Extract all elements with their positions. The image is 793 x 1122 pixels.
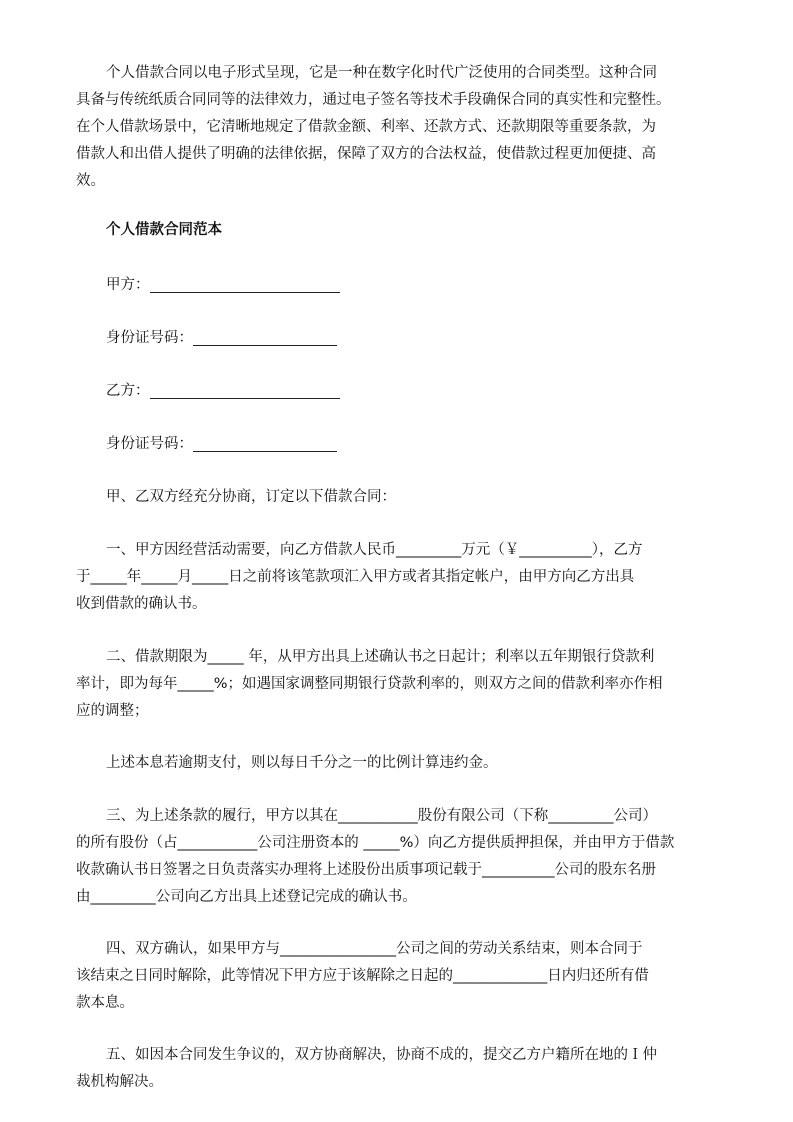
contract-title: 个人借款合同范本 bbox=[106, 222, 222, 238]
party-b-label: 乙方： bbox=[106, 383, 150, 399]
clause-3 bbox=[76, 803, 732, 911]
intro-line: 效。 bbox=[76, 173, 105, 189]
id-a-label: 身份证号码： bbox=[106, 330, 193, 346]
clause-1 bbox=[76, 537, 732, 618]
preamble-paragraph bbox=[76, 484, 732, 511]
id-b-label: 身份证号码： bbox=[106, 436, 193, 452]
clause-2 bbox=[76, 644, 732, 725]
clause-line: 三、为上述条款的履行，甲方以其在___________股份有限公司（下称_________公司） bbox=[106, 808, 657, 824]
clause-line: 该结束之日同时解除，此等情况下甲方应于该解除之日起的_____________日内归还所有借 bbox=[76, 968, 649, 984]
clause-line: 款本息。 bbox=[76, 995, 134, 1011]
intro-line: 在个人借款场景中，它清晰地规定了借款金额、利率、还款方式、还款期限等重要条款，为 bbox=[76, 119, 656, 135]
intro-line: 个人借款合同以电子形式呈现，它是一种在数字化时代广泛使用的合同类型。这种合同 bbox=[106, 65, 657, 81]
intro-paragraph bbox=[76, 60, 732, 195]
clause-5 bbox=[76, 1042, 732, 1096]
penalty-paragraph bbox=[76, 750, 732, 777]
clause-line: 由_________公司向乙方出具上述登记完成的确认书。 bbox=[76, 889, 417, 905]
clause-line: 收款确认书日签署之日负责落实办理将上述股份出质事项记载于__________公司的股东名册 bbox=[76, 862, 656, 878]
clause-line: 的所有股份（占___________公司注册资本的 _____%）向乙方提供质押担保，并由甲方于借款 bbox=[76, 835, 675, 851]
intro-line: 借款人和出借人提供了明确的法律依据，保障了双方的合法权益，使借款过程更加便捷、高 bbox=[76, 146, 656, 162]
clause-line: 五、如因本合同发生争议的，双方协商解决，协商不成的，提交乙方户籍所在地的Ｉ仲 bbox=[106, 1047, 657, 1063]
party-b-blank[interactable] bbox=[150, 380, 340, 399]
id-a-blank[interactable] bbox=[193, 327, 337, 346]
clause-line: 二、借款期限为_____ 年，从甲方出具上述确认书之日起计；利率以五年期银行贷款利 bbox=[106, 649, 655, 665]
clause-4 bbox=[76, 936, 732, 1017]
preamble-line: 甲、乙双方经充分协商，订定以下借款合同： bbox=[106, 489, 396, 505]
party-a-label: 甲方： bbox=[106, 277, 150, 293]
penalty-line: 上述本息若逾期支付，则以每日千分之一的比例计算违约金。 bbox=[106, 755, 498, 771]
id-b-blank[interactable] bbox=[193, 433, 337, 452]
id-b-field bbox=[106, 431, 337, 458]
clause-line: 率计，即为每年_____%；如遇国家调整同期银行贷款利率的，则双方之间的借款利率亦作相 bbox=[76, 676, 663, 692]
id-a-field bbox=[106, 325, 337, 352]
party-a-blank[interactable] bbox=[150, 274, 340, 293]
clause-line: 应的调整； bbox=[76, 703, 149, 719]
clause-line: 四、双方确认，如果甲方与________________公司之间的劳动关系结束，则本合同于 bbox=[106, 941, 643, 957]
clause-line: 裁机构解决。 bbox=[76, 1074, 163, 1090]
intro-line: 具备与传统纸质合同同等的法律效力，通过电子签名等技术手段确保合同的真实性和完整性。 bbox=[76, 92, 671, 108]
party-a-field bbox=[106, 272, 340, 299]
party-b-field bbox=[106, 378, 340, 405]
clause-line: 收到借款的确认书。 bbox=[76, 596, 207, 612]
clause-line: 一、甲方因经营活动需要，向乙方借款人民币_________万元（￥__________），乙方 bbox=[106, 542, 643, 558]
clause-line: 于_____年_____月_____日之前将该笔款项汇入甲方或者其指定帐户，由甲方向乙方出具 bbox=[76, 569, 635, 585]
